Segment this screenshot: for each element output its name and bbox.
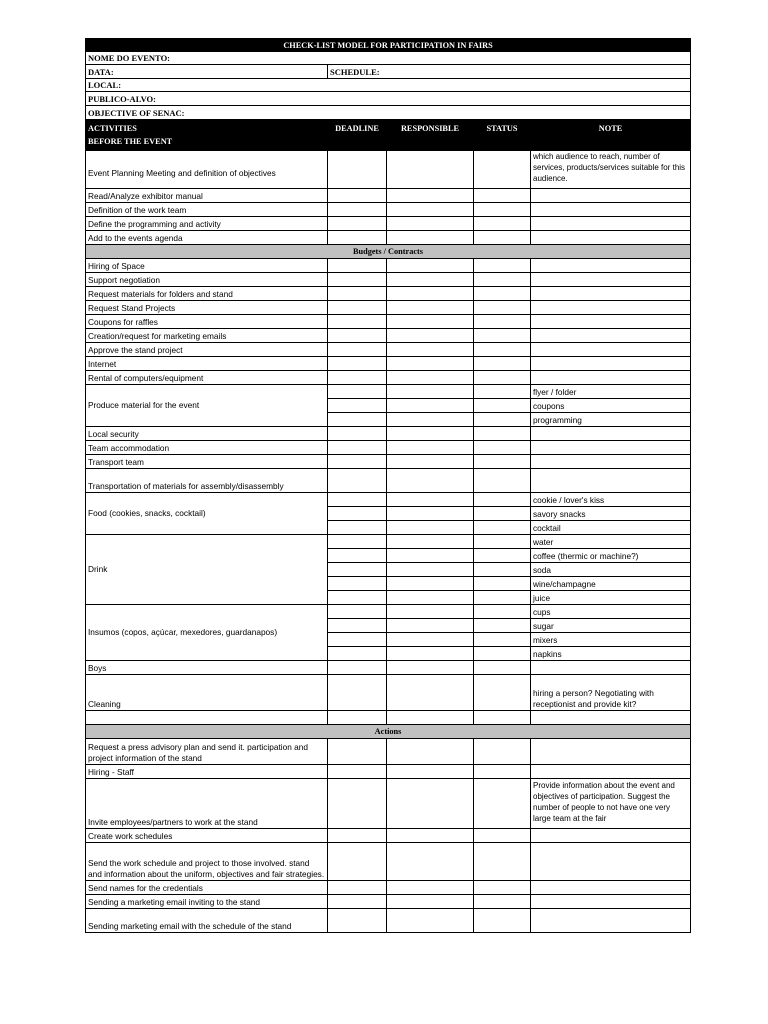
note-cell: water	[531, 535, 691, 549]
table-row	[86, 329, 691, 343]
activity-cell: Creation/request for marketing emails	[86, 329, 328, 343]
table-row	[86, 895, 691, 909]
section-row	[86, 245, 691, 259]
activity-cell: Sending marketing email with the schedule of the stand	[86, 909, 328, 933]
activity-cell: Send the work schedule and project to those involved. stand and information about the uniform, objectives and fair strategies.	[86, 843, 328, 881]
note-cell: hiring a person? Negotiating with receptionist and provide kit?	[531, 675, 691, 711]
activity-cell: Request a press advisory plan and send it. participation and project information of the stand	[86, 739, 328, 765]
note-cell: cups	[531, 605, 691, 619]
checklist-table	[85, 38, 691, 933]
objective-label: OBJECTIVE OF SENAC:	[86, 106, 691, 120]
table-row	[86, 217, 691, 231]
activity-cell: Boys	[86, 661, 328, 675]
note-cell: which audience to reach, number of services, products/services suitable for this audience.	[531, 151, 691, 189]
event-name-label: NOME DO EVENTO:	[86, 52, 691, 65]
activity-cell: Send names for the credentials	[86, 881, 328, 895]
activity-cell: Coupons for raffles	[86, 315, 328, 329]
activity-cell: Hiring - Staff	[86, 765, 328, 779]
table-row	[86, 315, 691, 329]
table-row	[86, 203, 691, 217]
activity-cell: Request materials for folders and stand	[86, 287, 328, 301]
table-row	[86, 273, 691, 287]
note-cell: soda	[531, 563, 691, 577]
activity-cell: Request Stand Projects	[86, 301, 328, 315]
before-event-header: BEFORE THE EVENT	[88, 137, 173, 146]
table-row	[86, 661, 691, 675]
activity-cell: Local security	[86, 427, 328, 441]
note-cell: savory snacks	[531, 507, 691, 521]
activity-cell: Hiring of Space	[86, 259, 328, 273]
note-cell: coffee (thermic or machine?)	[531, 549, 691, 563]
activity-cell: Define the programming and activity	[86, 217, 328, 231]
section-row	[86, 725, 691, 739]
sheet-title: CHECK-LIST MODEL FOR PARTICIPATION IN FAIRS	[86, 39, 691, 52]
note-cell: napkins	[531, 647, 691, 661]
activity-cell: Cleaning	[86, 675, 328, 711]
status-header: STATUS	[474, 120, 531, 151]
table-row	[86, 259, 691, 273]
table-row	[86, 909, 691, 933]
table-row	[86, 151, 691, 189]
table-row	[86, 843, 691, 881]
activity-cell: Food (cookies, snacks, cocktail)	[86, 493, 328, 535]
deadline-header: DEADLINE	[328, 120, 387, 151]
activity-cell: Insumos (copos, açúcar, mexedores, guardanapos)	[86, 605, 328, 661]
table-row	[86, 385, 691, 399]
activity-cell: Create work schedules	[86, 829, 328, 843]
table-row	[86, 301, 691, 315]
schedule-label: SCHEDULE:	[328, 65, 691, 79]
note-header: NOTE	[531, 120, 691, 151]
note-cell: cookie / lover's kiss	[531, 493, 691, 507]
activity-cell: Drink	[86, 535, 328, 605]
table-row	[86, 881, 691, 895]
responsible-header: RESPONSIBLE	[387, 120, 474, 151]
activities-header: ACTIVITIES	[88, 124, 137, 133]
note-cell: coupons	[531, 399, 691, 413]
activity-cell: Rental of computers/equipment	[86, 371, 328, 385]
date-label: DATA:	[86, 65, 328, 79]
table-row	[86, 675, 691, 711]
table-row	[86, 711, 691, 725]
activity-cell: Definition of the work team	[86, 203, 328, 217]
section-actions-title: Actions	[86, 725, 691, 739]
table-row	[86, 739, 691, 765]
note-cell: flyer / folder	[531, 385, 691, 399]
activity-cell: Support negotiation	[86, 273, 328, 287]
activity-cell: Internet	[86, 357, 328, 371]
note-cell: cocktail	[531, 521, 691, 535]
note-cell: programming	[531, 413, 691, 427]
note-cell: mixers	[531, 633, 691, 647]
table-row	[86, 357, 691, 371]
table-row	[86, 441, 691, 455]
activity-cell: Add to the events agenda	[86, 231, 328, 245]
activity-cell: Invite employees/partners to work at the stand	[86, 779, 328, 829]
column-header-row	[86, 120, 691, 151]
audience-label: PUBLICO-ALVO:	[86, 92, 691, 106]
table-row	[86, 493, 691, 507]
activity-cell: Approve the stand project	[86, 343, 328, 357]
section-budgets-title: Budgets / Contracts	[86, 245, 691, 259]
note-cell: Provide information about the event and objectives of participation. Suggest the number of people to not have one very large team at the fair	[531, 779, 691, 829]
title-row	[86, 39, 691, 52]
activity-cell: Event Planning Meeting and definition of objectives	[86, 151, 328, 189]
table-row	[86, 371, 691, 385]
note-cell: sugar	[531, 619, 691, 633]
table-row	[86, 231, 691, 245]
activity-cell: Transportation of materials for assembly/disassembly	[86, 469, 328, 493]
table-row	[86, 189, 691, 203]
local-label: LOCAL:	[86, 79, 691, 92]
activity-cell: Read/Analyze exhibitor manual	[86, 189, 328, 203]
table-row	[86, 343, 691, 357]
table-row	[86, 469, 691, 493]
table-row	[86, 765, 691, 779]
table-row	[86, 829, 691, 843]
table-row	[86, 455, 691, 469]
table-row	[86, 427, 691, 441]
activity-cell: Produce material for the event	[86, 385, 328, 427]
activity-cell: Team accommodation	[86, 441, 328, 455]
table-row	[86, 779, 691, 829]
activity-cell: Sending a marketing email inviting to the stand	[86, 895, 328, 909]
table-row	[86, 535, 691, 549]
note-cell: juice	[531, 591, 691, 605]
note-cell: wine/champagne	[531, 577, 691, 591]
table-row	[86, 287, 691, 301]
activity-cell: Transport team	[86, 455, 328, 469]
table-row	[86, 605, 691, 619]
